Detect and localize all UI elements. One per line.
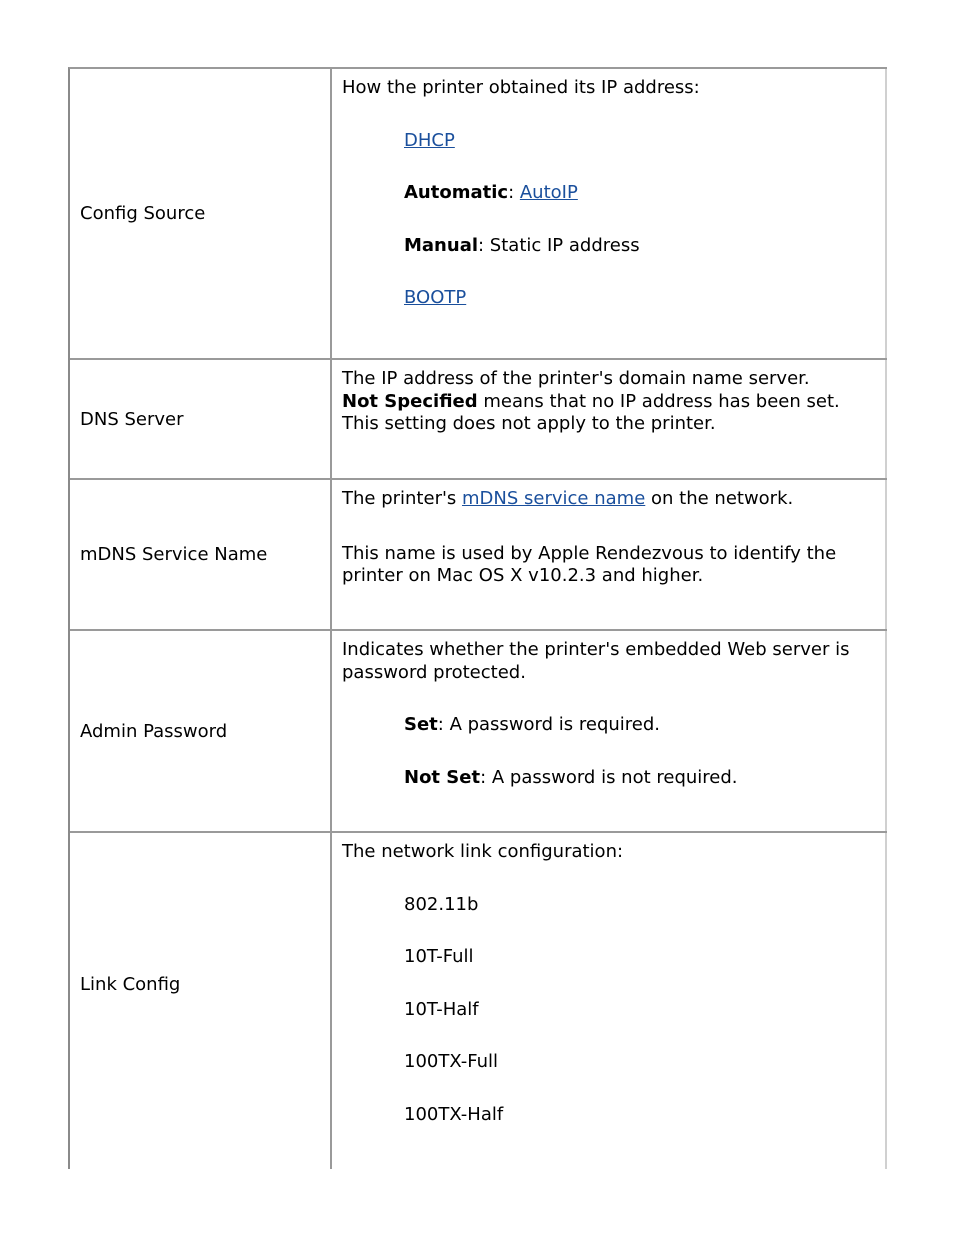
- table-row: [70, 480, 887, 631]
- set-term: Set: [404, 714, 438, 735]
- table-row: [70, 360, 887, 480]
- link-config-label: Link Config: [80, 974, 181, 995]
- list-item: [342, 714, 875, 737]
- table-row: [70, 833, 887, 1169]
- row-label: [70, 480, 332, 629]
- config-source-label: Config Source: [80, 203, 206, 224]
- manual-term: Manual: [404, 234, 479, 256]
- dns-line-1: The IP address of the printer's domain name server.: [342, 368, 810, 389]
- row-label: [70, 833, 332, 1169]
- settings-table: [68, 67, 887, 1169]
- set-desc: : A password is required.: [437, 714, 661, 735]
- list-item: 802.11b: [404, 893, 479, 915]
- list-item: [342, 182, 875, 205]
- automatic-term: Automatic: [404, 182, 509, 203]
- autoip-link[interactable]: AutoIP: [519, 182, 578, 203]
- table-row: [70, 631, 887, 833]
- admin-password-intro: Indicates whether the printer's embedded Web server is password protected.: [342, 639, 850, 683]
- list-item: [342, 287, 875, 310]
- row-description: [332, 631, 887, 831]
- config-source-intro: How the printer obtained its IP address:: [342, 77, 700, 98]
- separator: :: [508, 182, 520, 203]
- row-description: [332, 833, 887, 1169]
- not-set-desc: : A password is not required.: [480, 766, 738, 788]
- list-item: 10T-Full: [404, 946, 474, 967]
- row-label: [70, 631, 332, 831]
- mdns-text-before: The printer's: [342, 488, 463, 509]
- list-item: 10T-Half: [404, 998, 479, 1020]
- row-label: [70, 69, 332, 358]
- mdns-para-1: [342, 488, 875, 511]
- mdns-label: mDNS Service Name: [80, 544, 268, 565]
- mdns-para-2: This name is used by Apple Rendezvous to identify the printer on Mac OS X v10.2.3 and higher.: [342, 542, 837, 586]
- list-item: [342, 130, 875, 153]
- bootp-link[interactable]: BOOTP: [404, 287, 467, 308]
- dns-line-2: [342, 391, 875, 414]
- row-description: [332, 69, 887, 358]
- row-description: [332, 360, 887, 478]
- mdns-text-after: on the network.: [645, 488, 794, 509]
- list-item: 100TX-Half: [404, 1103, 504, 1125]
- list-item: [342, 235, 875, 258]
- link-config-intro: The network link configuration:: [342, 841, 624, 862]
- dhcp-link[interactable]: DHCP: [404, 129, 455, 151]
- table-row: [70, 69, 887, 360]
- list-item: [342, 767, 875, 790]
- admin-password-label: Admin Password: [80, 720, 228, 742]
- dns-line-2-text: means that no IP address has been set.: [477, 390, 840, 412]
- dns-line-3: This setting does not apply to the printer.: [342, 413, 716, 434]
- dns-server-label: DNS Server: [80, 408, 184, 430]
- not-set-term: Not Set: [404, 766, 481, 788]
- list-item: 100TX-Full: [404, 1051, 499, 1072]
- row-description: [332, 480, 887, 629]
- manual-desc: : Static IP address: [478, 234, 640, 256]
- mdns-service-name-link[interactable]: mDNS service name: [462, 488, 646, 509]
- row-label: [70, 360, 332, 478]
- not-specified-term: Not Specified: [342, 390, 478, 412]
